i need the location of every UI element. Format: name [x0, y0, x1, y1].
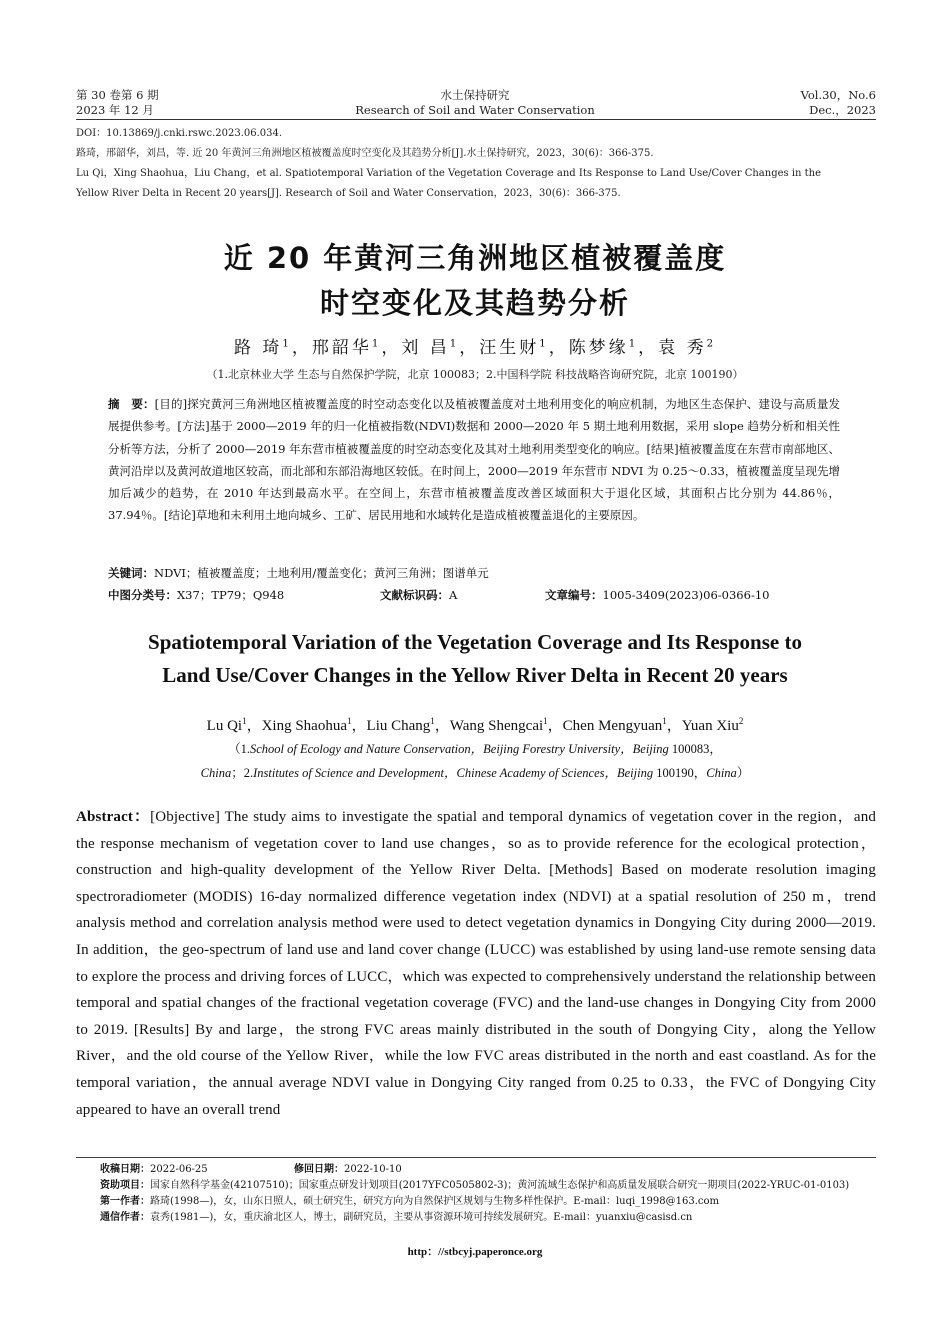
header-rule [76, 119, 876, 120]
article-number [545, 587, 769, 603]
affil-en-institution-2: Institutes of Science and Development，Chinese Academy of Sciences，Beijing [253, 766, 654, 780]
document-code [380, 587, 457, 603]
author-zh-sup: 2 [706, 338, 717, 350]
header-volume-en [801, 88, 876, 118]
affiliation-en-line2 [0, 761, 950, 785]
footnote-corresponding [100, 1210, 878, 1226]
affil-en-close: ） [736, 766, 750, 780]
author-en-sup: 2 [738, 716, 744, 726]
keywords-zh-label: 关键词： [108, 566, 154, 580]
first-author-label: 第一作者： [100, 1196, 150, 1207]
author-zh: 陈梦缘 [568, 338, 629, 358]
citation-block [76, 124, 876, 204]
clc-number [108, 587, 284, 603]
author-en-sup: 1 [242, 716, 247, 726]
citation-en-line1: Lu Qi，Xing Shaohua，Liu Chang，et al. Spatiotemporal Variation of the Vegetation Coverage and Its Response to Land Use/Cover Changes in the [76, 168, 822, 179]
journal-url[interactable]: http：//stbcyj.paperonce.org [407, 1246, 543, 1258]
doc-code-value: A [449, 588, 458, 602]
author-en: Wang Shengcai [449, 718, 544, 734]
header-journal-en: Research of Soil and Water Conservation [355, 103, 595, 117]
title-zh-line2: 时空变化及其趋势分析 [319, 286, 630, 320]
author-en-sup: 1 [543, 716, 548, 726]
author-en: Yuan Xiu [681, 718, 739, 734]
keywords-zh-text: NDVI；植被覆盖度；土地利用/覆盖变化；黄河三角洲；图谱单元 [154, 566, 489, 580]
abstract-zh-label: 摘 要： [108, 397, 155, 411]
author-en: Xing Shaohua [261, 718, 348, 734]
keywords-zh [108, 563, 840, 583]
footnote-first-author [100, 1194, 878, 1210]
header-volume: 第 30 卷第 6 期 [76, 88, 159, 102]
corresponding-value: 袁秀(1981—)，女，重庆渝北区人，博士，副研究员，主要从事资源环境可持续发展研究。E-mail：yuanxiu@casisd.cn [150, 1212, 693, 1223]
author-zh-sup: 1 [449, 338, 460, 350]
corresponding-label: 通信作者： [100, 1212, 150, 1223]
doc-code-label: 文献标识码： [380, 588, 449, 602]
affiliation-zh: （1.北京林业大学 生态与自然保护学院，北京 100083；2.中国科学院 科技战略咨询研究院，北京 100190） [206, 368, 744, 381]
header-journal-zh: 水土保持研究 [440, 88, 510, 102]
citation-doi: DOI：10.13869/j.cnki.rswc.2023.06.034. [76, 128, 283, 139]
revised-value: 2022-10-10 [344, 1164, 402, 1175]
title-en-line1: Spatiotemporal Variation of the Vegetation Coverage and Its Response to [148, 630, 802, 654]
author-zh-sup: 1 [539, 338, 549, 350]
funding-value: 国家自然科学基金(42107510)；国家重点研发计划项目(2017YFC0505802-3)；黄河流域生态保护和高质量发展联合研究一期项目(2022-YRUC-01-0103) [150, 1180, 850, 1191]
affil-en-sep: ；2. [231, 766, 254, 780]
abstract-en [76, 804, 876, 1123]
author-en: Liu Chang [366, 718, 431, 734]
author-zh-sup: 1 [628, 338, 639, 350]
revised-label: 修回日期： [294, 1164, 345, 1175]
abstract-en-text: [Objective] The study aims to investigate the spatial and temporal dynamics of vegetation cover in the region，and the response mechanism of vegetation cover to land use changes，so as to provide reference for the ecological protection，construction and high-quality development of the Yellow River Delta. [Methods] Based on moderate resolution imaging spectroradiometer (MODIS) 16-day normalized difference vegetation index (NDVI) at a spatial resolution of 250 m，trend analysis method and correlation analysis method were used to detect vegetation dynamics in Dongying City during 2000—2019. In addition，the geo-spectrum of land use and land cover change (LUCC) was established by using land-use remote sensing data to explore the process and driving forces of LUCC，which was expected to comprehensively understand the relationship between temporal and spatial changes of the fractional vegetation coverage (FVC) and the land-use changes in Dongying City from 2000 to 2019. [Results] By and large，the strong FVC areas mainly distributed in the south of Dongying City，along the Yellow River，and the old course of the Yellow River，while the low FVC areas distributed in the north and east coastland. As for the temporal variation，the annual average NDVI value in Dongying City ranged from 0.25 to 0.33，the FVC of Dongying City appeared to have an overall trend [76, 809, 876, 1118]
author-en: Lu Qi [206, 718, 243, 734]
affil-en-institution-1: School of Ecology and Nature Conservation，Beijing Forestry University，Beijing [249, 742, 669, 756]
footnote-rule [76, 1157, 876, 1158]
affil-en-country-2: China [706, 766, 737, 780]
citation-en-line2: Yellow River Delta in Recent 20 years[J]. Research of Soil and Water Conservation，2023，30(6)：366-375. [76, 188, 621, 199]
clc-label: 中图分类号： [108, 588, 177, 602]
title-zh [0, 239, 950, 322]
author-zh: 路 琦 [233, 338, 283, 358]
authors-en: Lu Qi$^1$，Xing Shaohua$^1$，Liu Chang$^1$，Wang Shengcai$^1$，Chen Mengyuan$^1$，Yuan Xiu$^2$ [206, 716, 744, 734]
author-en-sup: 1 [347, 716, 352, 726]
footnotes [100, 1162, 878, 1226]
affil-en-postcode-1: 100083， [668, 742, 722, 756]
article-number-value: 1005-3409(2023)06-0366-10 [602, 588, 770, 602]
footnote-dates [100, 1162, 878, 1178]
clc-value: X37；TP79；Q948 [177, 588, 285, 602]
citation-zh: 路琦，邢韶华，刘昌，等. 近 20 年黄河三角洲地区植被覆盖度时空变化及其趋势分析[J].水土保持研究，2023，30(6)：366-375. [76, 148, 654, 159]
abstract-zh-text: [目的]探究黄河三角洲地区植被覆盖度的时空动态变化以及植被覆盖度对土地利用变化的响应机制，为地区生态保护、建设与高质量发展提供参考。[方法]基于 2000—2019 年的归一化植被指数(NDVI)数据和 2000—2020 年 5 期土地利用数据，采用 slope 趋势分析和相关性分析等方法，分析了 2000—2019 年东营市植被覆盖度的时空动态变化及其对土地利用类型变化的响应。[结果]植被覆盖度在东营市南部地区、黄河沿岸以及黄河故道地区较高，而北部和东部沿海地区较低。在时间上，2000—2019 年东营市 NDVI 为 0.25～0.33，植被覆盖度呈现先增加后减少的趋势，在 2010 年达到最高水平。在空间上，东营市植被覆盖度改善区域面积大于退化区域，其面积占比分别为 44.86％，37.94％。[结论]草地和未利用土地向城乡、工矿、居民用地和水域转化是造成植被覆盖退化的主要原因。 [108, 397, 841, 523]
affil-en-postcode-2: 100190， [653, 766, 707, 780]
article-number-label: 文章编号： [545, 588, 603, 602]
header-vol-no: Vol.30，No.6 [800, 88, 876, 102]
author-zh: 邢韶华 [311, 338, 372, 358]
received-value: 2022-06-25 [150, 1164, 208, 1175]
author-en-sup: 1 [430, 716, 435, 726]
author-zh-sup: 1 [282, 338, 292, 350]
funding-label: 资助项目： [100, 1180, 150, 1191]
header-month-year: Dec.，2023 [809, 103, 876, 117]
author-en: Chen Mengyuan [562, 718, 663, 734]
title-zh-line1: 近 20 年黄河三角洲地区植被覆盖度 [223, 241, 727, 275]
author-zh: 汪生财 [479, 338, 540, 358]
author-zh: 袁 秀 [658, 338, 707, 358]
first-author-value: 路琦(1998—)，女，山东日照人，硕士研究生，研究方向为自然保护区规划与生物多样性保护。E-mail：luqi_1998@163.com [150, 1196, 720, 1207]
title-en [0, 626, 950, 692]
affiliation-en [0, 737, 950, 785]
affil-en-open: （1. [228, 742, 250, 756]
affil-en-country-1: China [200, 766, 232, 780]
authors-zh: 路 琦$^1$，邢韶华$^1$，刘 昌$^1$，汪生财$^1$，陈梦缘$^1$，袁 秀$^2$ [233, 338, 717, 358]
author-zh-sup: 1 [371, 338, 382, 350]
title-en-line2: Land Use/Cover Changes in the Yellow River Delta in Recent 20 years [162, 663, 788, 687]
affiliation-en-line1 [0, 737, 950, 761]
abstract-zh [108, 393, 840, 527]
abstract-en-label: Abstract： [76, 809, 151, 825]
received-label: 收稿日期： [100, 1164, 150, 1175]
author-en-sup: 1 [662, 716, 667, 726]
author-zh: 刘 昌 [401, 338, 450, 358]
footnote-funding [100, 1178, 878, 1194]
header-date: 2023 年 12 月 [76, 103, 154, 117]
